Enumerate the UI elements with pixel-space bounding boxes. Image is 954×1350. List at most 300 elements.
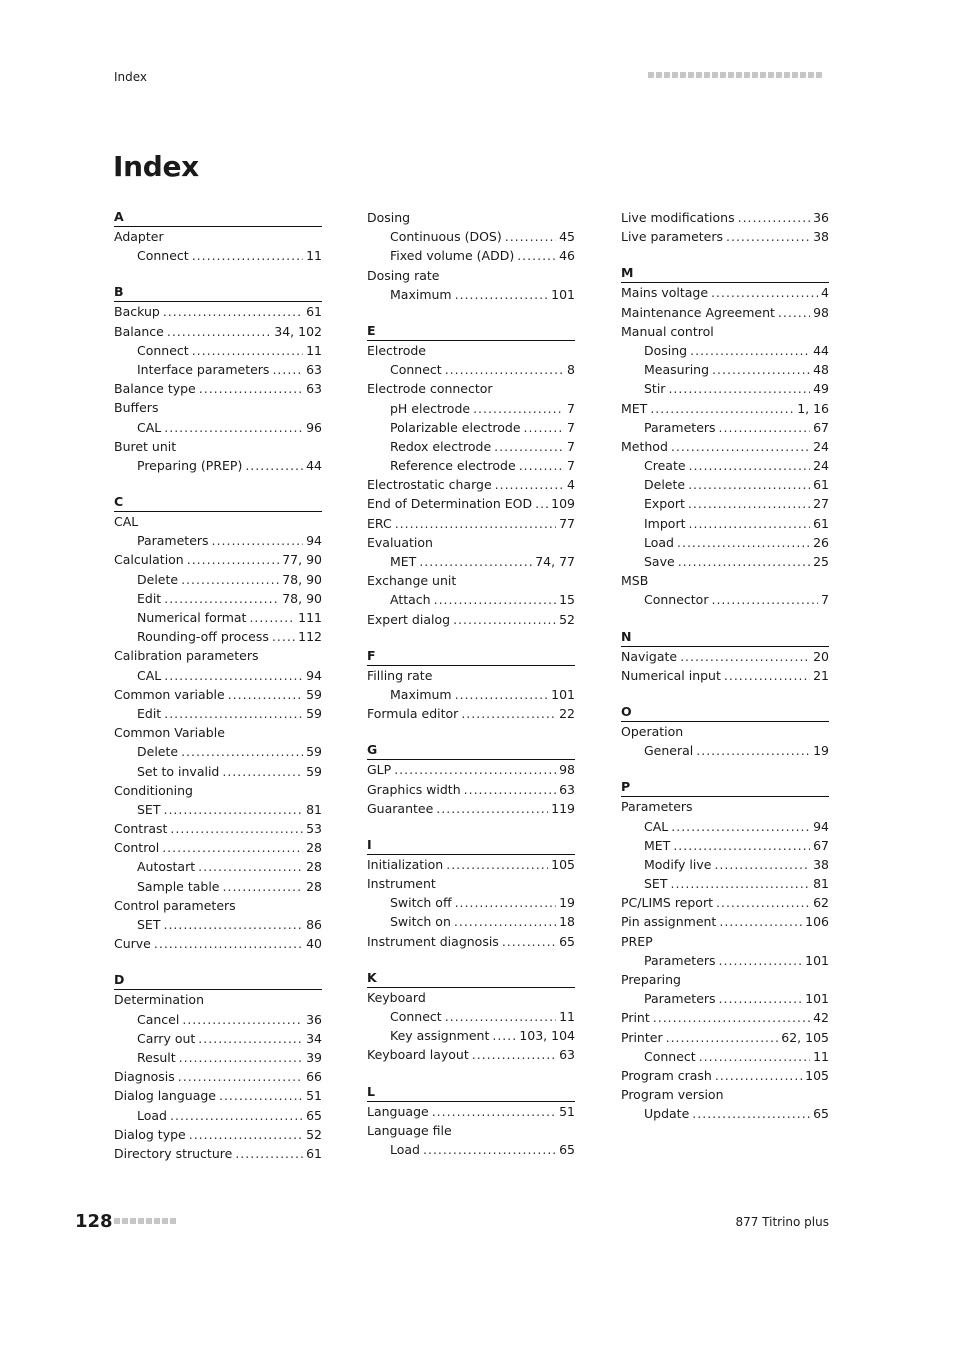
decorative-square	[656, 72, 662, 78]
entry-pages: 44	[306, 457, 322, 473]
entry-term: Set to invalid	[137, 763, 220, 779]
index-subentry	[114, 762, 322, 781]
dot-leader	[689, 514, 811, 533]
index-entry	[621, 1085, 829, 1104]
entry-pages: 61	[813, 515, 829, 531]
index-entry	[114, 723, 322, 742]
index-subentry	[621, 456, 829, 475]
index-subentry	[114, 246, 322, 265]
entry-term: Pin assignment	[621, 914, 717, 930]
index-entry	[114, 990, 322, 1009]
entry-term: Buret unit	[114, 438, 177, 454]
index-subentry	[114, 1029, 322, 1048]
entry-term: Maximum	[390, 286, 452, 302]
dot-leader	[245, 456, 303, 475]
section-letter: C	[114, 493, 322, 512]
dot-leader	[223, 877, 304, 896]
index-section	[114, 493, 322, 953]
index-section	[621, 208, 829, 246]
entry-pages: 81	[306, 801, 322, 817]
dot-leader	[524, 418, 565, 437]
index-entry	[114, 838, 322, 857]
entry-term: Key assignment	[390, 1028, 490, 1044]
entry-pages: 28	[306, 840, 322, 856]
entry-pages: 45	[559, 229, 575, 245]
dot-leader	[696, 741, 810, 760]
index-entry	[114, 1144, 322, 1163]
footer-decorative-dots	[114, 1218, 176, 1224]
dot-leader	[394, 760, 556, 779]
entry-term: Dosing	[367, 210, 411, 225]
index-subentry	[621, 360, 829, 379]
entry-term: Calculation	[114, 552, 184, 568]
decorative-square	[808, 72, 814, 78]
dot-leader	[189, 1125, 303, 1144]
entry-term: Dialog language	[114, 1088, 216, 1104]
index-entry	[367, 1121, 575, 1140]
index-entry	[621, 227, 829, 246]
dot-leader	[272, 627, 295, 646]
decorative-square	[760, 72, 766, 78]
index-subentry	[367, 399, 575, 418]
index-section	[114, 283, 322, 475]
index-entry	[621, 399, 829, 418]
entry-pages: 4	[567, 477, 575, 493]
index-entry	[621, 1066, 829, 1085]
entry-pages: 59	[306, 763, 322, 779]
dot-leader	[719, 912, 802, 931]
decorative-square	[800, 72, 806, 78]
index-subentry	[114, 456, 322, 475]
index-entry	[114, 1067, 322, 1086]
index-subentry	[367, 418, 575, 437]
entry-term: MET	[390, 554, 417, 569]
entry-term: Stir	[644, 381, 666, 397]
index-subentry	[621, 494, 829, 513]
entry-term: Mains voltage	[621, 285, 709, 301]
entry-term: Live parameters	[621, 229, 724, 245]
entry-term: Method	[621, 438, 668, 454]
entry-pages: 53	[306, 821, 322, 837]
dot-leader	[505, 227, 556, 246]
entry-pages: 24	[813, 458, 829, 474]
index-subentry	[367, 437, 575, 456]
dot-leader	[671, 437, 810, 456]
decorative-square	[768, 72, 774, 78]
entry-pages: 59	[306, 686, 322, 702]
index-entry	[621, 1008, 829, 1027]
dot-leader	[738, 208, 811, 227]
entry-pages: 109	[551, 496, 575, 512]
entry-term: MET	[621, 400, 648, 416]
index-subentry	[114, 742, 322, 761]
decorative-square	[784, 72, 790, 78]
page-number: 128	[75, 1211, 113, 1232]
index-subentry	[621, 379, 829, 398]
entry-pages: 20	[813, 648, 829, 664]
dot-leader	[199, 379, 303, 398]
entry-term: Keyboard	[367, 989, 426, 1005]
index-entry	[367, 610, 575, 629]
section-letter: F	[367, 647, 575, 666]
entry-pages: 46	[559, 248, 575, 264]
dot-leader	[432, 1102, 556, 1121]
decorative-square	[696, 72, 702, 78]
dot-leader	[272, 360, 303, 379]
entry-pages: 65	[559, 1141, 575, 1157]
entry-pages: 39	[306, 1049, 322, 1065]
dot-leader	[519, 456, 564, 475]
decorative-square	[122, 1218, 128, 1224]
dot-leader	[445, 360, 564, 379]
entry-term: Connector	[644, 592, 709, 608]
entry-pages: 49	[813, 381, 829, 397]
entry-pages: 74, 77	[535, 554, 575, 569]
entry-term: Continuous (DOS)	[390, 229, 502, 245]
decorative-square	[744, 72, 750, 78]
dot-leader	[699, 1047, 810, 1066]
entry-pages: 11	[306, 248, 322, 264]
index-subentry	[621, 341, 829, 360]
index-section	[621, 628, 829, 685]
entry-term: Reference electrode	[390, 458, 516, 474]
index-entry	[621, 722, 829, 741]
index-subentry	[367, 285, 575, 304]
index-subentry	[367, 1026, 575, 1045]
index-subentry	[621, 989, 829, 1008]
entry-pages: 101	[551, 286, 575, 302]
index-subentry	[114, 800, 322, 819]
dot-leader	[461, 704, 556, 723]
index-subentry	[367, 360, 575, 379]
entry-term: Instrument	[367, 876, 436, 892]
entry-pages: 7	[821, 592, 829, 608]
index-subentry	[621, 855, 829, 874]
entry-pages: 11	[813, 1048, 829, 1064]
index-subentry	[621, 741, 829, 760]
entry-term: MSB	[621, 573, 649, 589]
dot-leader	[673, 836, 810, 855]
entry-pages: 19	[813, 743, 829, 759]
entry-term: Modify live	[644, 856, 712, 872]
decorative-square	[776, 72, 782, 78]
entry-term: Electrode connector	[367, 381, 493, 397]
dot-leader	[162, 838, 303, 857]
index-section	[367, 969, 575, 1065]
entry-pages: 94	[306, 667, 322, 683]
dot-leader	[711, 283, 818, 302]
dot-leader	[653, 1008, 810, 1027]
dot-leader	[724, 666, 810, 685]
index-entry	[367, 780, 575, 799]
entry-term: Maintenance Agreement	[621, 304, 775, 320]
entry-term: CAL	[644, 818, 669, 834]
entry-pages: 28	[306, 859, 322, 875]
entry-term: Switch off	[390, 895, 452, 911]
entry-term: Language file	[367, 1122, 452, 1138]
entry-pages: 4	[821, 285, 829, 301]
dot-leader	[182, 1010, 303, 1029]
section-letter: M	[621, 264, 829, 283]
dot-leader	[494, 437, 564, 456]
index-entry	[621, 208, 829, 227]
index-subentry	[621, 836, 829, 855]
decorative-square	[688, 72, 694, 78]
index-entry	[114, 512, 322, 531]
index-entry	[367, 799, 575, 818]
entry-term: Preparing	[621, 972, 681, 987]
entry-pages: 7	[567, 419, 575, 435]
entry-term: Delete	[137, 571, 179, 587]
index-entry	[114, 646, 322, 665]
index-subentry	[114, 341, 322, 360]
index-subentry	[114, 877, 322, 896]
index-entry	[621, 647, 829, 666]
dot-leader	[668, 379, 810, 398]
entry-pages: 11	[559, 1009, 575, 1024]
index-subentry	[114, 1106, 322, 1125]
index-entry	[621, 303, 829, 322]
decorative-square	[736, 72, 742, 78]
index-entry	[621, 571, 829, 590]
index-entry	[114, 398, 322, 417]
entry-pages: 59	[306, 705, 322, 721]
index-entry	[114, 379, 322, 398]
index-entry	[367, 874, 575, 893]
entry-term: Instrument diagnosis	[367, 933, 499, 949]
entry-pages: 34	[306, 1030, 322, 1046]
dot-leader	[670, 874, 810, 893]
entry-pages: 24	[813, 438, 829, 454]
entry-pages: 59	[306, 744, 322, 760]
entry-term: Adapter	[114, 229, 164, 244]
entry-term: Attach	[390, 592, 431, 608]
dot-leader	[164, 704, 303, 723]
entry-term: Formula editor	[367, 706, 459, 722]
entry-pages: 65	[813, 1106, 829, 1122]
index-subentry	[621, 874, 829, 893]
index-entry	[367, 760, 575, 779]
entry-term: Delete	[137, 744, 179, 760]
dot-leader	[212, 531, 304, 550]
decorative-square	[648, 72, 654, 78]
index-section	[367, 741, 575, 818]
index-entry	[114, 322, 322, 341]
entry-term: CAL	[114, 514, 139, 530]
index-subentry	[114, 704, 322, 723]
entry-term: Rounding-off process	[137, 629, 269, 645]
entry-pages: 36	[306, 1011, 322, 1027]
decorative-square	[680, 72, 686, 78]
entry-pages: 27	[813, 496, 829, 512]
entry-pages: 63	[559, 1047, 575, 1063]
index-entry	[367, 533, 575, 552]
decorative-square	[154, 1218, 160, 1224]
dot-leader	[650, 399, 794, 418]
entry-term: Curve	[114, 936, 151, 952]
entry-pages: 40	[306, 936, 322, 952]
entry-term: ERC	[367, 515, 392, 531]
entry-term: Manual control	[621, 323, 714, 339]
entry-term: CAL	[137, 419, 162, 435]
entry-term: Exchange unit	[367, 573, 457, 589]
dot-leader	[495, 475, 564, 494]
index-entry	[621, 1028, 829, 1047]
dot-leader	[222, 762, 303, 781]
entry-term: Calibration parameters	[114, 648, 259, 664]
index-column-2	[367, 208, 575, 1177]
entry-term: Balance type	[114, 381, 196, 397]
dot-leader	[690, 341, 810, 360]
entry-term: Filling rate	[367, 667, 433, 683]
entry-pages: 119	[551, 800, 575, 816]
index-entry	[114, 1125, 322, 1144]
dot-leader	[436, 799, 548, 818]
entry-pages: 98	[813, 304, 829, 320]
index-subentry	[114, 589, 322, 608]
dot-leader	[192, 246, 303, 265]
entry-pages: 44	[813, 342, 829, 358]
index-section	[114, 971, 322, 1163]
index-subentry	[114, 1010, 322, 1029]
entry-term: Update	[644, 1106, 690, 1122]
entry-term: Printer	[621, 1029, 663, 1045]
entry-term: Export	[644, 496, 685, 512]
decorative-square	[720, 72, 726, 78]
entry-term: Preparing (PREP)	[137, 457, 243, 473]
entry-term: Delete	[644, 477, 686, 493]
index-subentry	[114, 531, 322, 550]
dot-leader	[235, 1144, 303, 1163]
entry-pages: 67	[813, 837, 829, 853]
entry-pages: 61	[306, 304, 322, 320]
index-entry	[367, 475, 575, 494]
entry-term: Dialog type	[114, 1126, 186, 1142]
decorative-square	[672, 72, 678, 78]
entry-term: Determination	[114, 992, 205, 1008]
entry-pages: 96	[306, 419, 322, 435]
dot-leader	[192, 341, 303, 360]
entry-pages: 36	[813, 210, 829, 225]
index-entry	[367, 704, 575, 723]
decorative-square	[138, 1218, 144, 1224]
entry-term: CAL	[137, 667, 162, 683]
dot-leader	[666, 1028, 779, 1047]
entry-term: Fixed volume (ADD)	[390, 248, 515, 264]
index-entry	[621, 932, 829, 951]
section-letter: P	[621, 778, 829, 797]
entry-term: Dosing rate	[367, 267, 440, 283]
dot-leader	[164, 666, 303, 685]
entry-term: Sample table	[137, 878, 220, 894]
entry-term: Language	[367, 1103, 429, 1119]
dot-leader	[178, 1067, 303, 1086]
product-name: 877 Titrino plus	[735, 1215, 829, 1229]
entry-pages: 78, 90	[282, 590, 322, 606]
dot-leader	[714, 855, 810, 874]
index-section	[621, 703, 829, 760]
index-subentry	[621, 533, 829, 552]
dot-leader	[464, 780, 556, 799]
entry-term: Connect	[137, 342, 189, 358]
index-subentry	[621, 951, 829, 970]
entry-term: Control	[114, 840, 160, 856]
entry-pages: 11	[306, 342, 322, 358]
entry-term: pH electrode	[390, 400, 471, 416]
dot-leader	[445, 1007, 556, 1026]
entry-term: Initialization	[367, 856, 444, 872]
entry-term: Edit	[137, 705, 162, 721]
entry-term: Evaluation	[367, 534, 433, 550]
dot-leader	[164, 589, 279, 608]
dot-leader	[719, 989, 803, 1008]
entry-term: Contrast	[114, 821, 168, 837]
entry-term: Control parameters	[114, 897, 236, 913]
index-subentry	[367, 1007, 575, 1026]
entry-term: Parameters	[644, 952, 716, 968]
index-section	[367, 836, 575, 951]
entry-pages: 112	[298, 629, 322, 645]
dot-leader	[711, 590, 818, 609]
index-entry	[367, 1102, 575, 1121]
index-subentry	[621, 418, 829, 437]
dot-leader	[715, 1066, 802, 1085]
entry-pages: 19	[559, 895, 575, 911]
entry-pages: 18	[559, 914, 575, 930]
entry-term: PREP	[621, 933, 653, 949]
dot-leader	[455, 685, 549, 704]
dot-leader	[187, 550, 280, 569]
entry-term: Live modifications	[621, 210, 735, 225]
entry-term: Connect	[390, 1009, 442, 1024]
index-subentry	[621, 552, 829, 571]
index-entry	[367, 379, 575, 398]
dot-leader	[170, 1106, 303, 1125]
dot-leader	[163, 915, 303, 934]
index-entry	[367, 855, 575, 874]
entry-term: MET	[644, 837, 671, 853]
decorative-square	[712, 72, 718, 78]
entry-term: Electrostatic charge	[367, 477, 492, 493]
index-subentry	[367, 590, 575, 609]
decorative-square	[704, 72, 710, 78]
index-subentry	[114, 666, 322, 685]
entry-term: Maximum	[390, 686, 452, 702]
dot-leader	[154, 934, 303, 953]
entry-term: Measuring	[644, 362, 710, 378]
entry-term: Backup	[114, 304, 160, 320]
index-subentry	[114, 570, 322, 589]
index-subentry	[367, 246, 575, 265]
index-section	[621, 778, 829, 1123]
dot-leader	[678, 552, 810, 571]
entry-term: Graphics width	[367, 781, 461, 797]
entry-pages: 106	[805, 914, 829, 930]
dot-leader	[423, 1140, 556, 1159]
entry-term: Interface parameters	[137, 361, 270, 377]
entry-pages: 66	[306, 1069, 322, 1085]
entry-pages: 94	[813, 818, 829, 834]
entry-pages: 34, 102	[274, 323, 322, 339]
index-subentry	[367, 552, 575, 571]
decorative-square	[146, 1218, 152, 1224]
entry-pages: 62	[813, 895, 829, 911]
decorative-square	[792, 72, 798, 78]
entry-pages: 15	[559, 592, 575, 608]
entry-term: Conditioning	[114, 782, 193, 798]
dot-leader	[179, 1048, 303, 1067]
index-subentry	[621, 1104, 829, 1123]
